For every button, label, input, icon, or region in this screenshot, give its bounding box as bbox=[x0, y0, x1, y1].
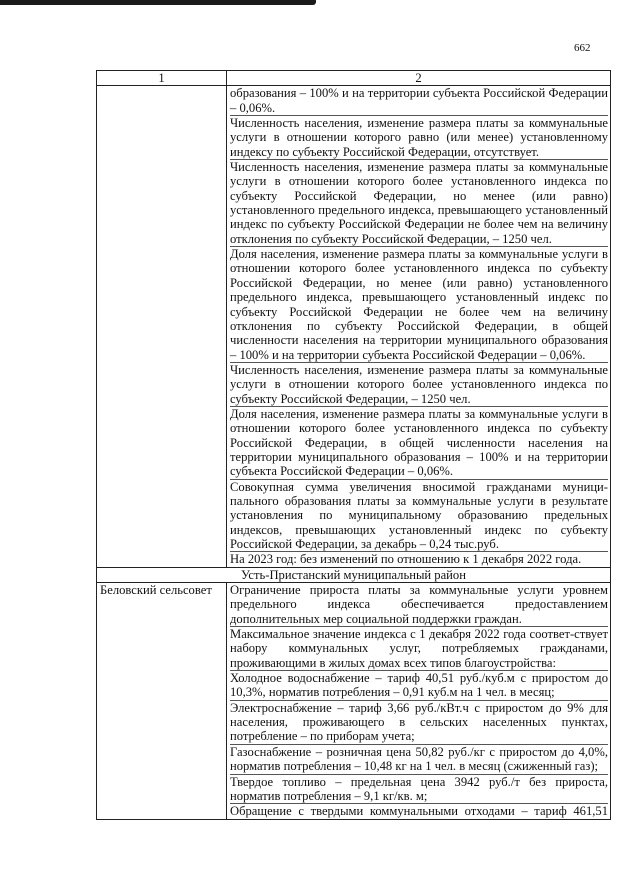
paragraph: Численность населения, изменение размера платы за коммунальные услуги в отношении которого равно (или менее) установленному индексу по субъекту Российской Федерации, отсутствует. bbox=[230, 116, 608, 159]
indicators-cell bbox=[227, 86, 611, 567]
paragraph: Холодное водоснабжение – тариф 40,51 руб./куб.м с приростом до 10,3%, норматив потребления – 0,91 куб.м на 1 чел. в месяц; bbox=[230, 671, 608, 700]
paragraph: Твердое топливо – предельная цена 3942 руб./т без прироста, норматив потребления – 9,1 кг/кв. м; bbox=[230, 774, 608, 803]
table-row bbox=[97, 583, 611, 820]
paragraph: Газоснабжение – розничная цена 50,82 руб./кг с приростом до 4,0%, норматив потребления – 10,48 кг на 1 чел. в месяц (сжиженный газ); bbox=[230, 744, 608, 774]
paragraph: образования – 100% и на территории субъекта Российской Федерации – 0,06%. bbox=[230, 86, 608, 115]
subdivision-name: Беловский сельсовет bbox=[97, 583, 227, 820]
empty-cell bbox=[97, 86, 227, 567]
column-header-2: 2 bbox=[227, 71, 611, 86]
paragraph: Совокупная сумма увеличения вносимой гражданами муници-пального образования платы за коммунальные услуги в результате установления по муниципальному образованию предельных индексов, превышающих установленный индекс по субъекту Российской Федерации, за декабрь – 0,24 тыс.руб. bbox=[230, 479, 608, 551]
column-header-1: 1 bbox=[97, 71, 227, 86]
region-title: Усть-Пристанский муниципальный район bbox=[97, 567, 611, 582]
paragraph: Электроснабжение – тариф 3,66 руб./кВт.ч с приростом до 9% для населения, проживающего в сельских населенных пунктах, потребление – по приборам учета; bbox=[230, 700, 608, 744]
paragraph: Ограничение прироста платы за коммунальные услуги уровнем предельного индекса обеспечивается предоставлением дополнительных мер социальной поддержки граждан. bbox=[230, 583, 608, 626]
indicators-cell bbox=[227, 583, 611, 820]
document-table bbox=[96, 70, 611, 820]
table-header-row bbox=[97, 71, 611, 86]
scan-artifact-bar bbox=[0, 0, 316, 5]
page-number: 662 bbox=[574, 42, 591, 54]
paragraph: Доля населения, изменение размера платы за коммунальные услуги в отношении которого более установленного индекса по субъекту Российской Федерации, но менее (или равно) установленного предельного индекса, превышающего установленный индекс по субъекту Российской Федерации не более чем на величину отклонения по субъекту Российской Федерации, в общей численности населения на территории муниципального образования – 100% и на территории субъекта Российской Федерации – 0,06%. bbox=[230, 247, 608, 362]
paragraph: Доля населения, изменение размера платы за коммунальные услуги в отношении которого более установленного индекса по субъекту Российской Федерации, в общей численности населения на территории муниципального образования – 100% и на территории субъекта Российской Федерации – 0,06%. bbox=[230, 406, 608, 479]
paragraph: Численность населения, изменение размера платы за коммунальные услуги в отношении которого более установленного индекса по субъекту Российской Федерации, но менее (или равно) установленного предельного индекса, превышающего установленный индекс по субъекту Российской Федерации не более чем на величину отклонения по субъекту Российской Федерации, – 1250 чел. bbox=[230, 160, 608, 246]
paragraph: На 2023 год: без изменений по отношению к 1 декабря 2022 года. bbox=[230, 552, 582, 567]
table-row bbox=[97, 86, 611, 567]
paragraph: Численность населения, изменение размера платы за коммунальные услуги в отношении которого более установленного индекса по субъекту Российской Федерации, – 1250 чел. bbox=[230, 362, 608, 406]
paragraph: Максимальное значение индекса с 1 декабря 2022 года соответ-ствует набору коммунальных услуг, потребляемых гражданами, проживающими в жилых домах всех типов благоустройства: bbox=[230, 627, 608, 670]
region-row bbox=[97, 567, 611, 582]
paragraph: Обращение с твердыми коммунальными отходами – тариф 461,51 bbox=[230, 804, 608, 819]
